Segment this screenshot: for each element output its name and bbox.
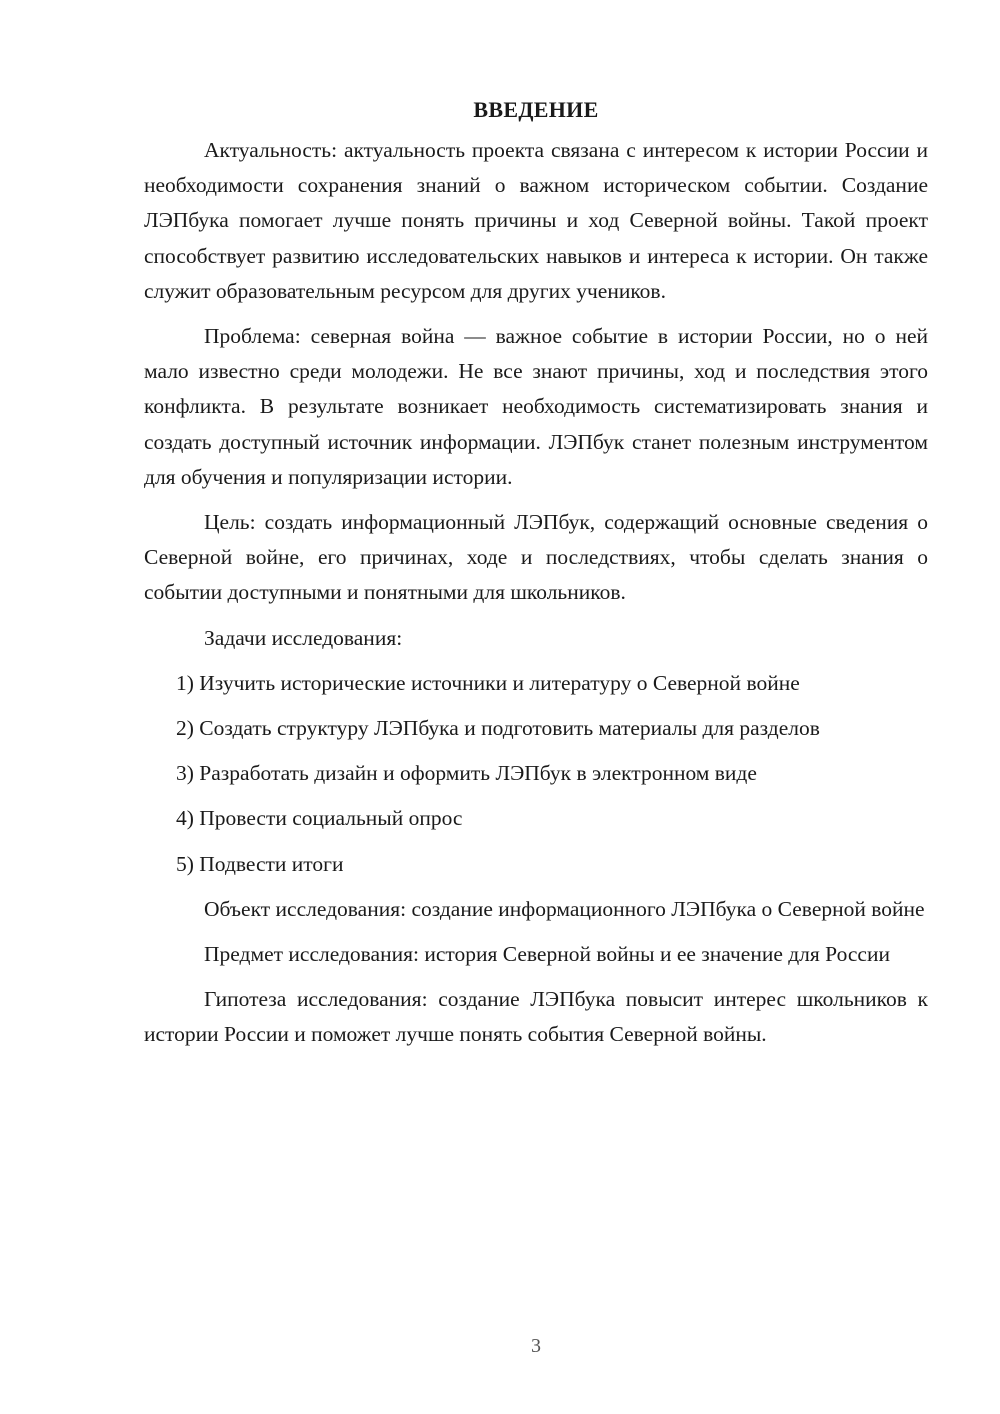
task-item-5: 5) Подвести итоги [176, 851, 344, 876]
task-item-4: 4) Провести социальный опрос [176, 806, 463, 831]
task-item-1: 1) Изучить исторические источники и литературу о Северной войне [176, 670, 800, 695]
task-item-3: 3) Разработать дизайн и оформить ЛЭПбук в электронном виде [176, 761, 757, 786]
section-heading: ВВЕДЕНИЕ [473, 97, 599, 122]
page-number: 3 [531, 1335, 541, 1357]
relevance-paragraph: Актуальность: актуальность проекта связана с интересом к истории России и необходимости сохранения знаний о важном историческом событии. Создание ЛЭПбука помогает лучше понять причины и ход Северной войны. Такой проект способствует развитию исследовательских навыков и интереса к истории. Он также служит образовательным ресурсом для других учеников. [144, 138, 928, 303]
object-paragraph: Объект исследования: создание информационного ЛЭПбука о Северной войне [204, 896, 925, 921]
hypothesis-paragraph: Гипотеза исследования: создание ЛЭПбука повысит интерес школьников к истории России и поможет лучше понять события Северной войны. [144, 987, 928, 1047]
tasks-title: Задачи исследования: [204, 625, 403, 650]
problem-paragraph: Проблема: северная война — важное событие в истории России, но о ней мало известно среди молодежи. Не все знают причины, ход и последствия этого конфликта. В результате возникает необходимость систематизировать знания и создать доступный источник информации. ЛЭПбук станет полезным инструментом для обучения и популяризации истории. [144, 324, 928, 489]
subject-paragraph: Предмет исследования: история Северной войны и ее значение для России [204, 942, 890, 967]
task-item-2: 2) Создать структуру ЛЭПбука и подготовить материалы для разделов [176, 716, 820, 741]
page-content [144, 92, 928, 1063]
goal-paragraph: Цель: создать информационный ЛЭПбук, содержащий основные сведения о Северной войне, его причинах, ходе и последствиях, чтобы сделать знания о событии доступными и понятными для школьников. [144, 510, 928, 605]
